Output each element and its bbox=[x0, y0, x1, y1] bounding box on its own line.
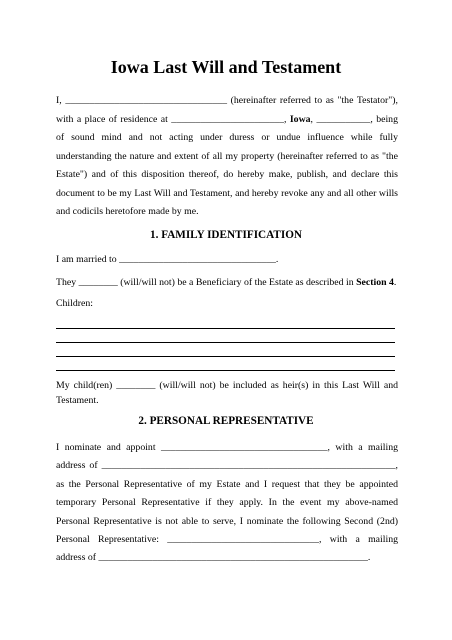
children-label: Children: bbox=[56, 298, 94, 309]
beneficiary-line-start: They ________ (will/will not) be a Beneficiary of the Estate as described in bbox=[56, 277, 357, 288]
section-reference: Section 4 bbox=[356, 277, 394, 288]
intro-line-4: understanding the nature and extent of all my property (hereinafter referred to as "the bbox=[56, 151, 398, 162]
beneficiary-line bbox=[56, 276, 398, 290]
section-1-heading: 1. FAMILY IDENTIFICATION bbox=[150, 229, 302, 241]
heirs-line-1: My child(ren) ________ (will/will not) be included as heir(s) in this Last Will and bbox=[56, 380, 398, 391]
representative-line-2: address of ____________________________________________________________, bbox=[56, 460, 398, 471]
children-blank-line bbox=[56, 342, 395, 343]
state-name: Iowa bbox=[289, 114, 311, 125]
intro-line-2-start: with a place of residence at _______________________, bbox=[56, 114, 290, 125]
intro-line-7: and codicils heretofore made by me. bbox=[56, 206, 199, 217]
document-title: Iowa Last Will and Testament bbox=[110, 57, 342, 77]
intro-line-3: of sound mind and not acting under duress or undue influence while fully bbox=[56, 132, 398, 143]
married-line: I am married to ________________________________. bbox=[56, 254, 279, 265]
representative-line-4: temporary Personal Representative if they apply. In the event my above-named bbox=[56, 497, 398, 508]
beneficiary-line-end: . bbox=[393, 277, 397, 288]
children-blank-line bbox=[56, 328, 395, 329]
intro-line-6: document to be my Last Will and Testament, and hereby revoke any and all other wills bbox=[56, 188, 398, 199]
intro-line-1: I, _________________________________ (hereinafter referred to as "the Testator"), bbox=[56, 95, 398, 106]
intro-line-5: Estate") and of this disposition thereof, do hereby make, publish, and declare this bbox=[56, 169, 398, 180]
representative-line-1: I nominate and appoint __________________________________, with a mailing bbox=[56, 442, 398, 453]
children-blank-line bbox=[56, 370, 395, 371]
representative-line-3: as the Personal Representative of my Estate and I request that they be appointed bbox=[56, 479, 398, 490]
representative-line-6: Personal Representative: _______________________________, with a mailing bbox=[56, 534, 398, 545]
intro-line-2 bbox=[56, 113, 398, 127]
representative-line-7: address of _______________________________________________________. bbox=[56, 552, 371, 563]
intro-line-2-end: , ___________, being bbox=[310, 114, 398, 125]
heirs-line-2: Testament. bbox=[56, 395, 99, 406]
representative-line-5: Personal Representative is not able to serve, I nominate the following Second (2nd) bbox=[56, 516, 398, 527]
section-2-heading: 2. PERSONAL REPRESENTATIVE bbox=[138, 415, 314, 427]
children-blank-line bbox=[56, 356, 395, 357]
